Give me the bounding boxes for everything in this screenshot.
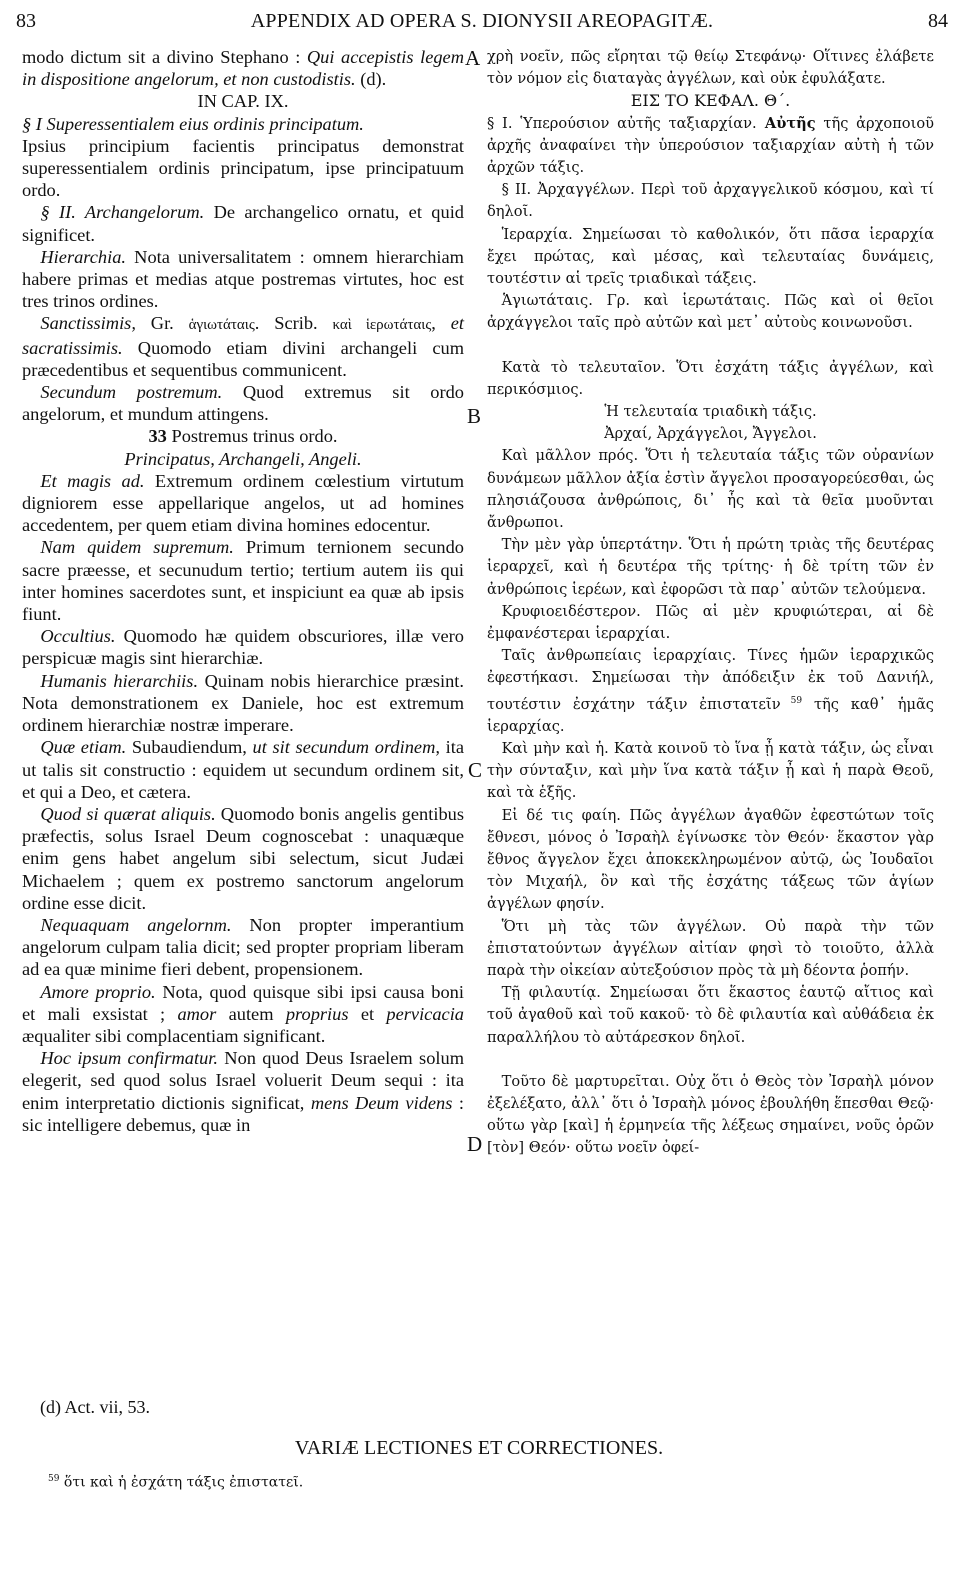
latin-paragraph: § II. Archangelorum. De archangelico ornatu, et quid significet. [22, 202, 464, 245]
greek-paragraph: Ἱεραρχία. Σημείωσαι τὸ καθολικόν, ὅτι πᾶσα ἱεραρχία ἔχει πρώτας, καὶ μέσας, καὶ τελευταίας δυνάμεις, τουτέστιν αἱ τρεῖς τριαδικαὶ τάξεις. [487, 225, 934, 288]
greek-paragraph: § I. Ὑπερούσιον αὐτῆς ταξιαρχίαν. Αὐτῆς τῆς ἀρχοποιοῦ ἀρχῆς ἀναφαίνει τὴν ὑπερούσιον ταξιαρχίαν αὐτὴ ἡ τῶν ἀρχῶν τάξις. [487, 114, 934, 177]
greek-paragraph: Κατὰ τὸ τελευταῖον. Ὅτι ἐσχάτη τάξις ἀγγέλων, καὶ περικόσμιος. [487, 358, 935, 398]
latin-paragraph: Nequaquam angelornm. Non propter imperantium angelorum culpam talia dicit; sed propter propriam liberam ad ea quæ minime fieri debent, propensionem. [22, 914, 465, 980]
spacer [487, 1049, 934, 1071]
spacer [487, 335, 934, 357]
greek-paragraph: Εἰ δέ τις φαίη. Πῶς ἀγγέλων ἀγαθῶν ἐφεστώτων τοῖς ἔθνεσι, μόνος ὁ Ἰσραὴλ ἐγίνωσκε τὸν Θεόν· ἕκαστον γὰρ ἔθνος ἄγγελον ἔχει ἀποκεκληρωμένον αὐτῷ, ὡς Ἰουδαῖοι τὸν Μιχαήλ, ὃν καὶ τῆς ἐσχάτης τάξεως τῶν ἁγίων ἀγγέλων φησίν. [487, 806, 934, 913]
section-marker-c: C [468, 758, 483, 782]
greek-section-subheading: Ἀρχαί, Ἀρχάγγελοι, Ἄγγελοι. [604, 425, 817, 443]
latin-paragraph: Occultius. Quomodo hæ quidem obscuriores, illæ vero perspicuæ magis sint hierarchiæ. [22, 626, 464, 669]
latin-paragraph: Et magis ad. Extremum ordinem cœlestium virtutum digniorem esse appellarique angelos, ut ad homines accedentem, per quem etiam divina homines edocentur. [22, 470, 465, 536]
footnote-ref: 59 [780, 695, 803, 706]
greek-paragraph: Ὅτι μὴ τὰς τῶν ἀγγέλων. Οὐ παρὰ τὴν τῶν ἐπιστατούντων ἀγγέλων αἰτίαν φησὶ τὸ τοιοῦτο, ἀλλὰ παρὰ τὴν οἰκείαν αὐτεξούσιον πρὸς τὰ μὴ δέοντα ῥοπήν. [487, 917, 934, 979]
page-header [16, 10, 948, 38]
greek-paragraph: Καὶ μᾶλλον πρός. Ὅτι ἡ τελευταία τάξις τῶν οὐρανίων δυνάμεων μᾶλλον ἀξία ἐστὶν ἄγγελοι προσαγορεύεσθαι, ὡς πλησιάζουσα ἀνθρώποις, δι᾽ ἧς καὶ τὰ θεῖα μυοῦνται ἄνθρωποι. [487, 447, 934, 532]
latin-paragraph: Humanis hierarchiis. Quinam nobis hierarchice præsint. Nota demonstrationem ex Daniele, hoc est extremum ordinem hierarchiæ nostræ imperare. [22, 670, 465, 736]
greek-paragraph: χρὴ νοεῖν, πῶς εἴρηται τῷ θείῳ Στεφάνῳ· Οἵτινες ἐλάβετε τὸν νόμον εἰς διαταγὰς ἀγγέλων, καὶ οὐκ ἐφυλάξατε. [487, 48, 934, 88]
variae-lectiones-heading: VARIÆ LECTIONES ET CORRECTIONES. [294, 1437, 664, 1459]
footnote-reference: (d) Act. vii, 53. [40, 1397, 150, 1417]
latin-paragraph: Nam quidem supremum. Primum ternionem secundo sacre præesse, et secunudum tertio; tertium autem iis qui inter homines sacerdotes sunt, et inspiciunt ea quæ ab ipsis fiunt. [22, 537, 464, 625]
latin-column [22, 46, 464, 1136]
latin-paragraph: Quod si quærat aliquis. Quomodo bonis angelis gentibus præfectis, solus Israel Deum cognoscebat : unaquæque enim gens habet angelum sibi selectum, sicut Judæi Michaelem ; quem ex postremo sanctorum angelorum ordine esse dicit. [22, 803, 465, 913]
section-subheading: Principatus, Archangeli, Angeli. [124, 448, 362, 469]
greek-paragraph: Ἁγιωτάταις. Γρ. καὶ ἱερωτάταις. Πῶς καὶ οἱ θεῖοι ἀρχάγγελοι ταῖς πρὸ αὐτῶν καὶ μετ᾽ αὐτοὺς κοινωνοῦσι. [487, 292, 934, 332]
greek-section-heading: Ἡ τελευταία τριαδικὴ τάξις. [604, 403, 817, 421]
greek-paragraph: Τὴν μὲν γὰρ ὑπερτάτην. Ὅτι ἡ πρώτη τριὰς τῆς δευτέρας ἱεραρχεῖ, καὶ ἡ δευτέρα τῆς τρίτης· ἡ δὲ τρίτη τῶν ἐν ἀνθρώποις ἱερέων, καὶ ἐφορῶσι τὰ παρ᾽ αὐτῶν τελούμενα. [487, 536, 934, 598]
greek-chapter-heading: ΕΙΣ ΤΟ ΚΕΦΑΛ. Θ΄. [630, 91, 791, 111]
running-title: APPENDIX AD OPERA S. DIONYSII AREOPAGITÆ. [250, 10, 714, 32]
latin-paragraph: modo dictum sit a divino Stephano : Qui accepistis legem in dispositione angelorum, et non custodistis. (d). [22, 47, 464, 90]
greek-paragraph: Τοῦτο δὲ μαρτυρεῖται. Οὐχ ὅτι ὁ Θεὸς τὸν Ἰσραὴλ μόνον ἐξελέξατο, ἀλλ᾽ ὅτι ὁ Ἰσραὴλ μόνος ἐβουλήθη ἕπεσθαι Θεῷ· οὕτω γὰρ [καὶ] ἡ ἑρμηνεία τῆς λέξεως σημαίνει, νοῦς ὁρῶν [τὸν] Θεόν· οὕτω νοεῖν ὀφεί- [487, 1072, 935, 1157]
page-number-right: 84 [928, 10, 948, 32]
greek-paragraph: § II. Ἀρχαγγέλων. Περὶ τοῦ ἀρχαγγελικοῦ κόσμου, καὶ τί δηλοῖ. [487, 181, 935, 221]
section-marker-b: B [467, 404, 482, 428]
greek-paragraph: Κρυφιοειδέστερον. Πῶς αἱ μὲν κρυφιώτεραι, αἱ δὲ ἐμφανέστεραι ἱεραρχίαι. [487, 602, 934, 643]
latin-paragraph: Hoc ipsum confirmatur. Non quod Deus Israelem solum elegerit, sed quod solus Israel voluerit Deum sequi : ita enim interpretatio dictionis significat, mens Deum videns : sic intelligere debemus, quæ in [22, 1048, 465, 1135]
latin-paragraph: Quæ etiam. Subaudiendum, ut sit secundum ordinem, ita ut talis sit constructio : equidem ut secundum ordinem sit, et qui a Deo, et cætera. [22, 737, 465, 802]
greek-paragraph: Τῇ φιλαυτίᾳ. Σημείωσαι ὅτι ἕκαστος ἑαυτῷ αἴτιος καὶ τοῦ ἀγαθοῦ καὶ τοῦ κακοῦ· τὸ δὲ φιλαυτία καὶ αὐθάδεια ἐκ παραλλήλου τὸ αὐτάρεσκον δηλοῖ. [487, 984, 934, 1046]
variant-note: $^{59}$ ὅτι καὶ ἡ ἐσχάτη τάξις ἐπιστατεῖ. [48, 1474, 304, 1491]
latin-paragraph: Hierarchia. Nota universalitatem : omnem hierarchiam habere primas et medias atque postremas virtutes, hoc est tres trinos ordines. [22, 246, 464, 312]
latin-paragraph: § I Superessentialem eius ordinis principatum. Ipsius principium facientis principatus demonstrat superessentialem ordinis principatum, ipse principatuum ordo. [22, 113, 464, 201]
latin-paragraph: Sanctissimis, Gr. ἁγιωτάταις. Scrib. καὶ ἱερωτάταις, et sacratissimis. Quomodo etiam divini archangeli cum præcedentibus et sequentibus communicent. [22, 313, 464, 380]
greek-paragraph: Καὶ μὴν καὶ ἡ. Κατὰ κοινοῦ τὸ ἵνα ᾖ κατὰ τάξιν, ὡς εἶναι τὴν σύνταξιν, καὶ μὴν ἵνα κατὰ τάξιν ᾖ καὶ ἡ παρὰ Θεοῦ, καὶ τὰ ἑξῆς. [487, 739, 935, 802]
latin-paragraph: Secundum postremum. Quod extremus sit ordo angelorum, et mundum attingens. [22, 382, 464, 425]
greek-paragraph: Ταῖς ἀνθρωπείαις ἱεραρχίαις. Τίνες ἡμῶν ἱεραρχικῶς ἐφεστήκασι. Σημείωσαι τὴν ἀπόδειξιν ἐκ τοῦ Δανιήλ, τουτέστιν ἐσχάτην τάξιν ἐπιστατεῖν $^{59}$ τῆς καθ᾽ ἡμᾶς ἱεραρχίας. [487, 647, 934, 735]
page-number-left: 83 [16, 10, 36, 32]
section-heading: 33 Postremus trinus ordo. [148, 426, 338, 447]
chapter-heading: IN CAP. IX. [197, 91, 289, 112]
section-marker-d: D [467, 1132, 483, 1156]
latin-paragraph: Amore proprio. Nota, quod quisque sibi ipsi causa boni et mali exsistat ; amor autem proprius et pervicacia æqualiter sibi complacentiam significant. [22, 981, 465, 1046]
section-number: 33 [148, 426, 167, 447]
greek-column [487, 46, 934, 1160]
section-marker-a: A [465, 46, 481, 70]
